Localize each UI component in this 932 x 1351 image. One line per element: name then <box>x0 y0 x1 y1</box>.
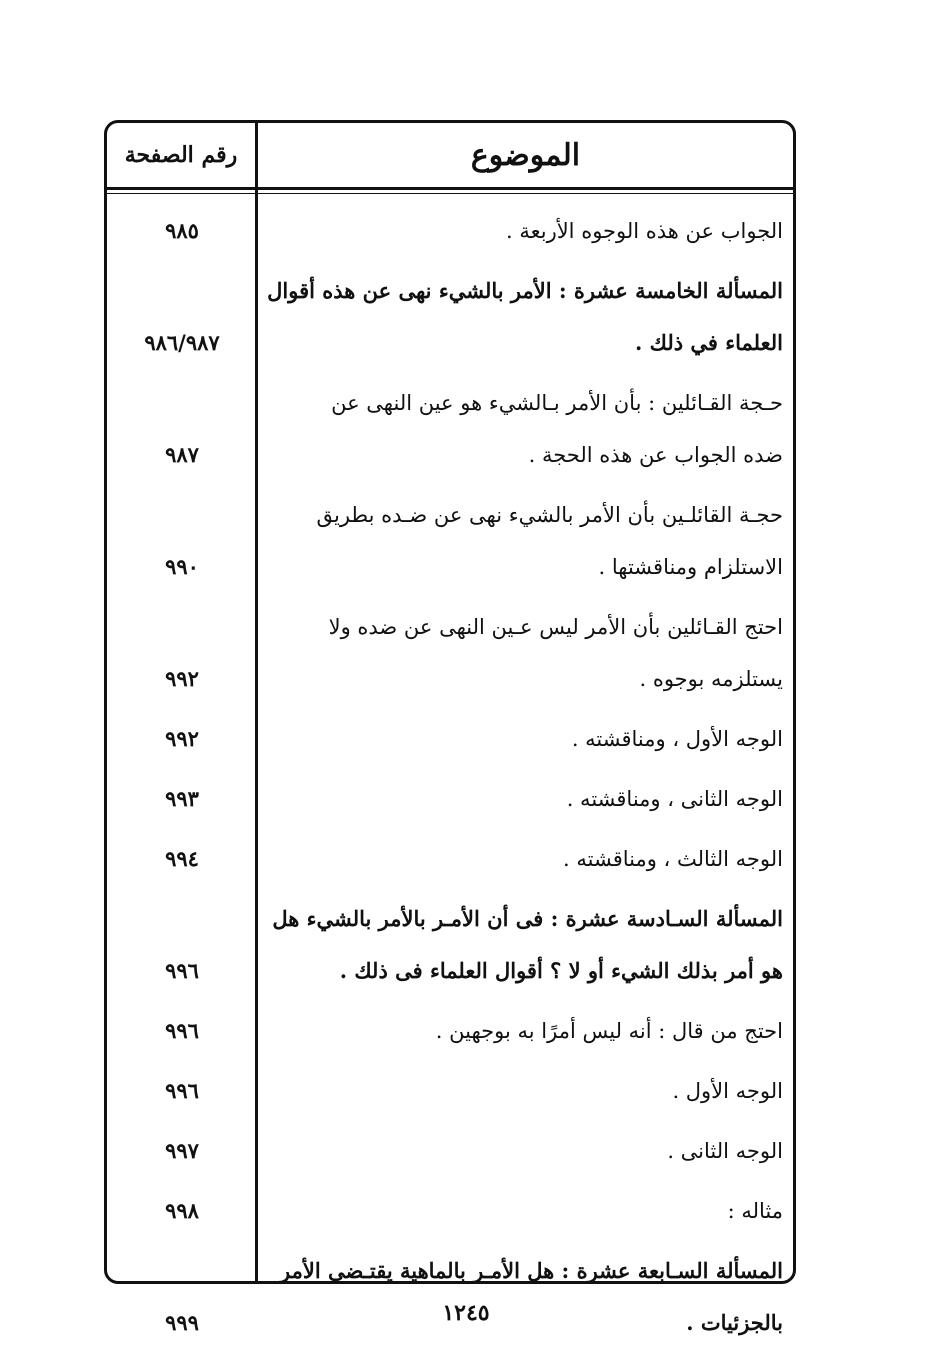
toc-entry-title <box>272 1245 783 1349</box>
footer-page-number: ١٢٤٥ <box>442 1300 490 1326</box>
toc-entry <box>107 893 793 997</box>
toc-entry-page: ٩٩٩ <box>165 1310 199 1335</box>
toc-entry <box>107 1005 793 1057</box>
toc-entry <box>107 377 793 481</box>
toc-entry-page: ٩٩٦ <box>165 958 199 983</box>
toc-entry-line: العلماء في ذلك . <box>635 330 783 355</box>
header-page-number: رقم الصفحة <box>124 142 238 168</box>
toc-entry-title <box>272 893 783 997</box>
toc-entry-page: ٩٩٢ <box>165 726 199 751</box>
toc-entry-title <box>272 773 783 825</box>
toc-entry-title <box>272 713 783 765</box>
toc-entry <box>107 833 793 885</box>
toc-entry <box>107 1065 793 1117</box>
toc-entry-line: حجـة القائلـين بأن الأمر بالشيء نهى عن ضـده بطريق <box>316 503 783 527</box>
toc-entry-line: الوجه الثالث ، ومناقشته . <box>563 847 783 871</box>
toc-entry <box>107 601 793 705</box>
toc-entry-title <box>272 1005 783 1057</box>
toc-entry-line: يستلزمه بوجوه . <box>639 667 783 691</box>
toc-entry <box>107 1245 793 1349</box>
toc-entry-title <box>272 833 783 885</box>
toc-entry-page: ٩٨٧ <box>165 442 199 467</box>
toc-entry <box>107 265 793 369</box>
toc-entry-page: ٩٩٨ <box>165 1198 199 1223</box>
toc-entry-title <box>272 1125 783 1177</box>
toc-entry-line: المسألة السـادسة عشرة : فى أن الأمـر بالأمر بالشيء هل <box>272 906 783 931</box>
toc-entry-line: احتج من قال : أنه ليس أمرًا به بوجهين . <box>435 1019 783 1043</box>
toc-entry-line: مثاله : <box>727 1199 783 1223</box>
toc-entry-title <box>272 489 783 593</box>
toc-entry-line: احتج القـائلين بأن الأمر ليس عـين النهى عن ضده ولا <box>328 615 783 639</box>
toc-entry-line: ضده الجواب عن هذه الحجة . <box>528 443 783 467</box>
toc-entry-line: بالجزئيات . <box>686 1310 783 1335</box>
toc-entry-page: ٩٩٣ <box>165 786 199 811</box>
toc-entry-line: الاستلزام ومناقشتها . <box>598 555 783 579</box>
toc-entry-title <box>272 1065 783 1117</box>
toc-entry <box>107 1185 793 1237</box>
toc-entry-page: ٩٩٧ <box>165 1138 199 1163</box>
toc-entry-page: ٩٩٠ <box>165 554 199 579</box>
toc-entry <box>107 489 793 593</box>
toc-entry-line: الوجه الأول . <box>672 1079 783 1103</box>
toc-entry-title <box>272 1185 783 1237</box>
toc-entry <box>107 773 793 825</box>
header-subject: الموضوع <box>470 137 581 173</box>
toc-entry-page: ٩٨٥ <box>165 218 199 243</box>
toc-entry-line: الوجه الأول ، ومناقشته . <box>571 727 783 751</box>
toc-entry <box>107 713 793 765</box>
toc-entry-page: ٩٩٢ <box>165 666 199 691</box>
toc-entry <box>107 1125 793 1177</box>
toc-entry-line: هو أمر بذلك الشيء أو لا ؟ أقوال العلماء فى ذلك . <box>339 958 783 983</box>
toc-entry-title <box>272 601 783 705</box>
toc-entry-line: المسألة الخامسة عشرة : الأمر بالشيء نهى عن هذه أقوال <box>267 278 783 303</box>
toc-entry-line: الجواب عن هذه الوجوه الأربعة . <box>505 219 783 243</box>
toc-entry-title <box>272 205 783 257</box>
toc-entry-page: ٩٩٤ <box>165 846 199 871</box>
toc-entry-page: ٩٩٦ <box>165 1078 199 1103</box>
toc-entry-title <box>272 377 783 481</box>
toc-entry-line: الوجه الثانى . <box>667 1139 783 1163</box>
header-rule-thin <box>107 193 793 194</box>
toc-entry-page: ٩٨٦/٩٨٧ <box>144 330 220 355</box>
toc-entry-line: المسألة السـابعة عشرة : هل الأمـر بالماهية يقتـضى الأمر <box>280 1258 783 1283</box>
toc-entry <box>107 205 793 257</box>
toc-entry-title <box>267 265 783 369</box>
header-rule <box>107 187 793 190</box>
toc-entry-page: ٩٩٦ <box>165 1018 199 1043</box>
toc-entry-line: الوجه الثانى ، ومناقشته . <box>566 787 783 811</box>
toc-entry-line: حـجة القـائلين : بأن الأمر بـالشيء هو عين النهى عن <box>331 391 783 415</box>
